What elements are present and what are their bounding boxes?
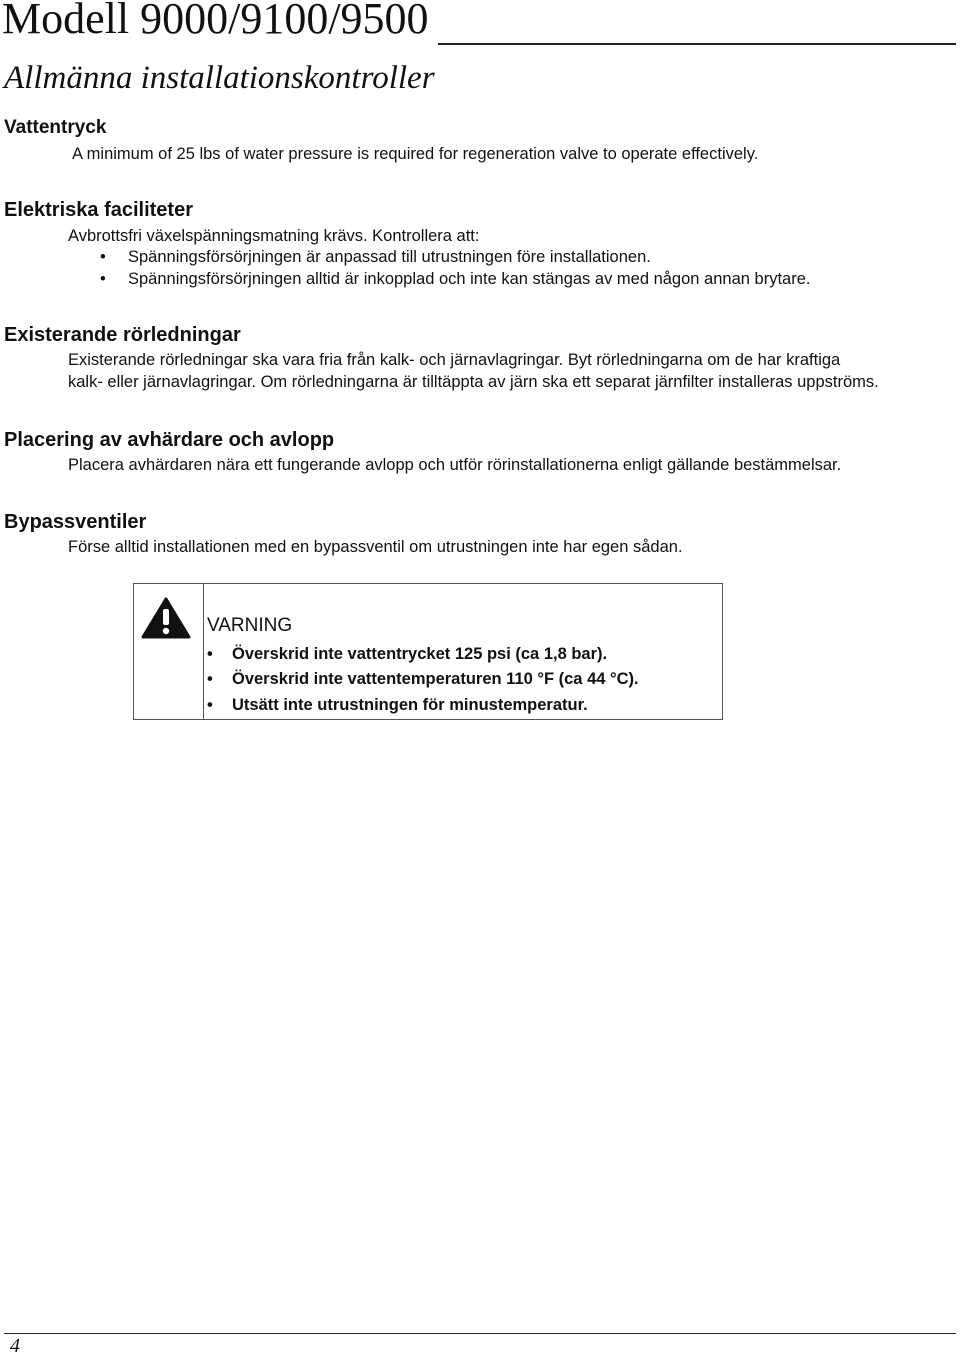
heading-vattentryck: Vattentryck [4,117,107,138]
bullet-text: Spänningsförsörjningen alltid är inkopplad och inte kan stängas av med någon annan brytare. [128,270,811,288]
page-number: 4 [10,1335,20,1357]
warning-triangle-icon [141,597,191,639]
warning-item-text: Överskrid inte vattentemperaturen 110 °F (ca 44 °C). [232,670,639,688]
heading-elektriska: Elektriska faciliteter [4,199,193,221]
bullet-dot-icon: • [207,670,213,688]
elektriska-intro: Avbrottsfri växelspänningsmatning krävs. Kontrollera att: [68,227,480,245]
warning-item [207,668,639,690]
bullet-dot-icon: • [100,270,106,288]
warning-divider [203,583,204,720]
bypass-text: Förse alltid installationen med en bypassventil om utrustningen inte har egen sådan. [68,538,683,556]
warning-item-text: Utsätt inte utrustningen för minustemperatur. [232,696,588,714]
bullet-dot-icon: • [207,696,213,714]
bullet-text: Spänningsförsörjningen är anpassad till utrustningen före installationen. [128,248,651,266]
footer-rule [4,1333,956,1334]
vattentryck-text: A minimum of 25 lbs of water pressure is required for regeneration valve to operate effectively. [72,145,759,163]
section-subtitle: Allmänna installationskontroller [4,60,435,96]
heading-placering: Placering av avhärdare och avlopp [4,429,335,451]
warning-item [207,643,608,665]
bullet-dot-icon: • [100,248,106,266]
placering-text: Placera avhärdaren nära ett fungerande avlopp och utför rörinstallationerna enligt gällande bestämmelsar. [68,456,842,474]
rorledningar-line: kalk- eller järnavlagringar. Om rörledningarna är tilltäppta av järn ska ett separat järnfilter installeras uppströms. [68,373,879,391]
title-rule [438,43,956,45]
warning-item-text: Överskrid inte vattentrycket 125 psi (ca 1,8 bar). [232,645,608,663]
bullet-dot-icon: • [207,645,213,663]
document-title: Modell 9000/9100/9500 [2,0,429,43]
warning-heading: VARNING [207,615,293,636]
heading-bypass: Bypassventiler [4,511,147,533]
heading-rorledningar: Existerande rörledningar [4,324,241,346]
rorledningar-line: Existerande rörledningar ska vara fria från kalk- och järnavlagringar. Byt rörledningarna om de har kraftiga [68,351,841,369]
warning-item [207,694,588,716]
